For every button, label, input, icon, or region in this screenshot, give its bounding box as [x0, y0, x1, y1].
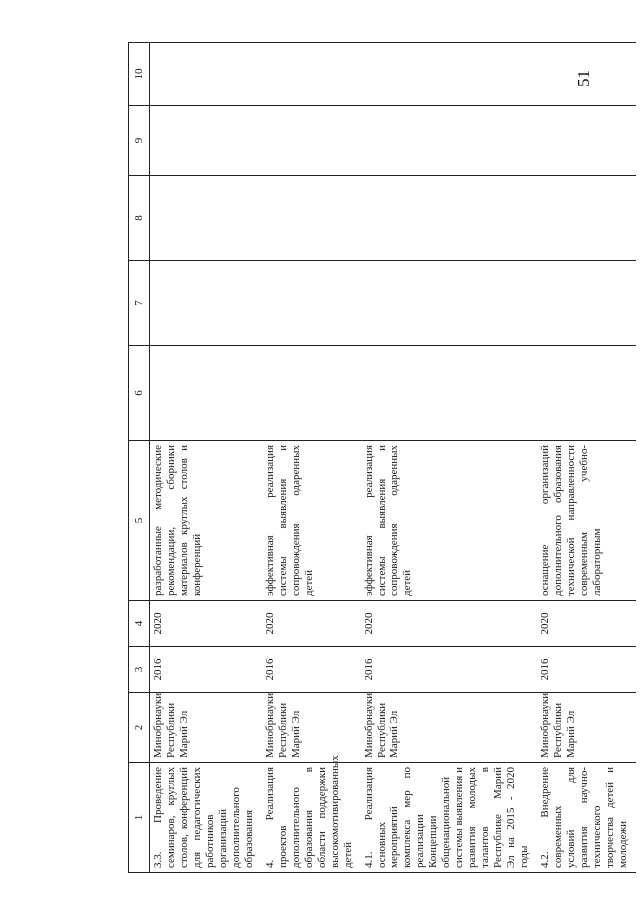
responsible-cell: Минобрнауки Республики Марий Эл	[262, 693, 361, 763]
cell-9	[150, 106, 262, 176]
cell-7	[150, 261, 262, 346]
program-table-rotated	[128, 43, 629, 873]
start-year-cell: 2016	[537, 647, 636, 693]
cell-10	[150, 43, 262, 106]
activity-cell: 4. Реализация проектов дополнительного образования в области поддержки высокомотивированных детей	[262, 763, 361, 873]
end-year-cell: 2020	[537, 601, 636, 647]
cell-6	[150, 346, 262, 441]
activity-cell: 4.2. Внедрение современных условий для развития научно-технического творчества детей и молодежи	[537, 763, 636, 873]
col-header-6: 6	[129, 346, 150, 441]
cell-10	[262, 43, 361, 106]
end-year-cell: 2020	[361, 601, 538, 647]
table-row	[150, 43, 262, 873]
start-year-cell: 2016	[150, 647, 262, 693]
activity-cell: 3.3. Проведение семинаров, круглых столов, конференций для педагогических работников организаций дополнительного образования	[150, 763, 262, 873]
cell-9	[361, 106, 538, 176]
end-year-cell: 2020	[262, 601, 361, 647]
result-cell: эффективная реализация системы выявления и сопровождения одаренных детей	[361, 441, 538, 601]
header-row	[129, 43, 150, 873]
col-header-5: 5	[129, 441, 150, 601]
cell-8	[361, 176, 538, 261]
cell-9	[537, 106, 636, 176]
cell-9	[262, 106, 361, 176]
col-header-4: 4	[129, 601, 150, 647]
col-header-7: 7	[129, 261, 150, 346]
cell-8	[537, 176, 636, 261]
responsible-cell: Минобрнауки Республики Марий Эл	[150, 693, 262, 763]
col-header-9: 9	[129, 106, 150, 176]
result-cell: оснащение организаций дополнительного образования технической направленности современным учебно-лабораторным	[537, 441, 636, 601]
end-year-cell: 2020	[150, 601, 262, 647]
responsible-cell: Минобрнауки Республики Марий Эл	[361, 693, 538, 763]
table-row	[262, 43, 361, 873]
cell-10	[361, 43, 538, 106]
col-header-1: 1	[129, 763, 150, 873]
col-header-8: 8	[129, 176, 150, 261]
start-year-cell: 2016	[262, 647, 361, 693]
cell-6	[537, 346, 636, 441]
col-header-3: 3	[129, 647, 150, 693]
activity-cell: 4.1. Реализация основных мероприятий комплекса мер по реализации Концепции общенациональной системы выявления и развития молодых талантов в Республике Марий Эл на 2015 - 2020 годы	[361, 763, 538, 873]
cell-6	[361, 346, 538, 441]
cell-7	[537, 261, 636, 346]
col-header-2: 2	[129, 693, 150, 763]
cell-7	[262, 261, 361, 346]
result-cell: разработанные методические рекомендации, сборники материалов круглых столов и конференций	[150, 441, 262, 601]
cell-8	[262, 176, 361, 261]
page-number: 51	[574, 70, 593, 87]
cell-7	[361, 261, 538, 346]
program-table	[128, 42, 636, 873]
result-cell: эффективная реализация системы выявления и сопровождения одаренных детей	[262, 441, 361, 601]
cell-10	[537, 43, 636, 106]
responsible-cell: Минобрнауки Республики Марий Эл	[537, 693, 636, 763]
cell-6	[262, 346, 361, 441]
start-year-cell: 2016	[361, 647, 538, 693]
col-header-10: 10	[129, 43, 150, 106]
cell-8	[150, 176, 262, 261]
table-row	[537, 43, 636, 873]
table-row	[361, 43, 538, 873]
